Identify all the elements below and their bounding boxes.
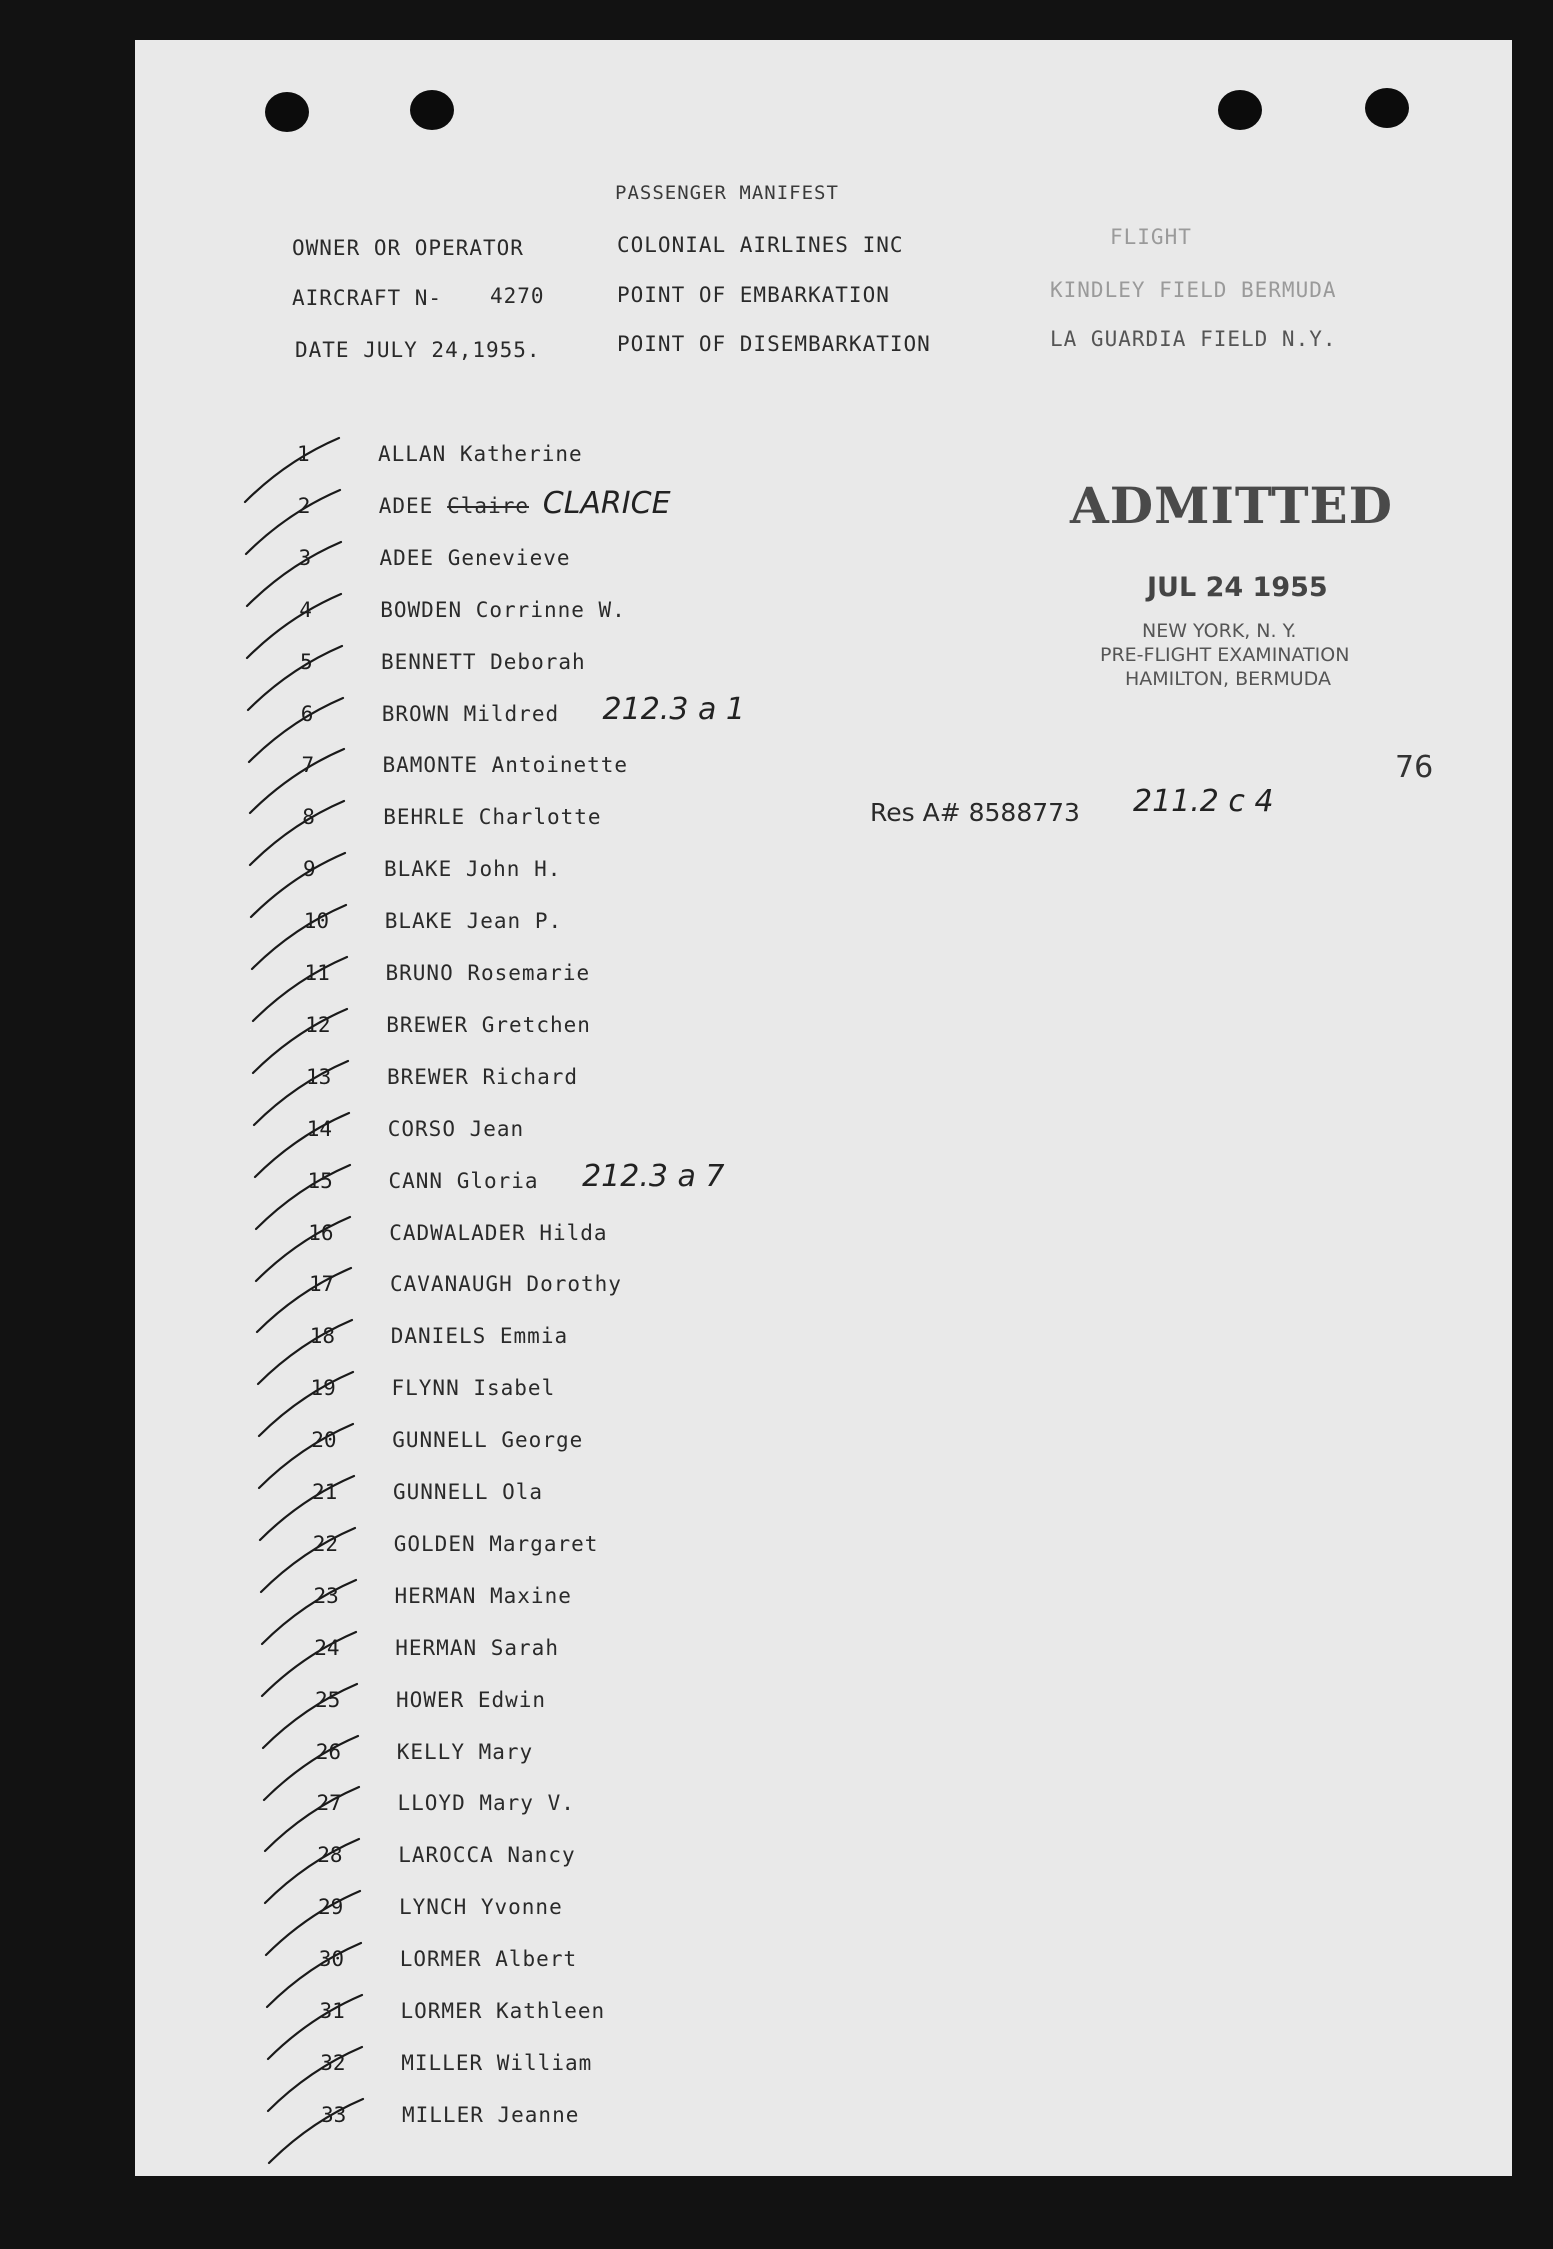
passenger-number: 14 [306, 1116, 333, 1141]
passenger-number: 9 [303, 857, 316, 882]
passenger-number: 21 [312, 1480, 338, 1504]
passenger-number: 26 [315, 1739, 342, 1764]
passenger-number: 30 [318, 1947, 345, 1972]
passenger-name: BLAKE John H. [384, 857, 562, 882]
passenger-name: CAVANAUGH Dorothy [390, 1272, 622, 1297]
embarkation-value: KINDLEY FIELD BERMUDA [1050, 278, 1337, 302]
passenger-number: 19 [310, 1376, 336, 1401]
passenger-number: 8 [302, 805, 315, 830]
passenger-number: 11 [304, 961, 330, 985]
passenger-name: BLAKE Jean P. [384, 909, 563, 934]
passenger-name: CADWALADER Hilda [389, 1220, 608, 1245]
manifest-title: PASSENGER MANIFEST [615, 182, 839, 204]
passenger-number: 17 [309, 1272, 335, 1297]
owner-value: COLONIAL AIRLINES INC [617, 233, 904, 257]
flight-label: FLIGHT [1110, 225, 1192, 249]
handwritten-note: 212.3 a 1 [602, 691, 745, 727]
passenger-name: BRUNO Rosemarie [385, 961, 591, 985]
disembarkation-value: LA GUARDIA FIELD N.Y. [1050, 327, 1337, 351]
punch-hole [1365, 88, 1409, 128]
passenger-name: ADEE [378, 493, 434, 518]
passenger-name: HERMAN Sarah [395, 1635, 559, 1660]
passenger-number: 18 [309, 1324, 336, 1349]
passenger-name: LAROCCA Nancy [398, 1843, 576, 1868]
passenger-name: BENNETT Deborah [381, 649, 586, 674]
punch-hole [410, 90, 454, 130]
passenger-name: BOWDEN Corrinne W. [380, 597, 626, 622]
passenger-number: 20 [311, 1428, 337, 1453]
admitted-stamp: ADMITTED [1070, 476, 1393, 535]
passenger-number: 15 [307, 1168, 333, 1193]
passenger-number: 6 [300, 701, 314, 726]
passenger-number: 25 [315, 1687, 341, 1712]
passenger-number: 27 [316, 1791, 342, 1816]
passenger-name: LORMER Albert [399, 1947, 578, 1972]
passenger-name: LLOYD Mary V. [397, 1791, 575, 1816]
stamp-place: HAMILTON, BERMUDA [1125, 668, 1331, 690]
reservation-handwritten-note: 211.2 c 4 [1133, 784, 1274, 819]
passenger-name: GUNNELL George [392, 1428, 584, 1453]
passenger-name: BROWN Mildred [381, 701, 560, 726]
passenger-name: BAMONTE Antoinette [382, 753, 629, 778]
aircraft-label: AIRCRAFT N- [292, 286, 443, 310]
struck-name: Claire [447, 493, 529, 518]
checkmark-icon [261, 2093, 371, 2173]
passenger-number: 10 [303, 909, 330, 934]
passenger-name: CANN Gloria [388, 1168, 539, 1193]
embarkation-label: POINT OF EMBARKATION [617, 283, 890, 307]
aircraft-number: 4270 [490, 284, 545, 308]
disembarkation-label: POINT OF DISEMBARKATION [617, 332, 931, 356]
passenger-number: 31 [319, 1999, 345, 2023]
passenger-name: HOWER Edwin [396, 1687, 547, 1712]
owner-label: OWNER OR OPERATOR [292, 236, 524, 260]
passenger-number: 5 [300, 649, 313, 674]
passenger-number: 22 [312, 1531, 339, 1556]
passenger-name: LYNCH Yvonne [399, 1895, 563, 1920]
date-label: DATE JULY 24,1955. [295, 338, 541, 362]
passenger-number: 16 [308, 1220, 334, 1245]
passenger-number: 4 [299, 597, 312, 622]
stamp-date: JUL 24 1955 [1147, 572, 1328, 603]
passenger-name: BREWER Gretchen [386, 1012, 591, 1037]
passenger-name: BEHRLE Charlotte [383, 805, 602, 830]
passenger-number: 28 [317, 1843, 343, 1868]
passenger-number: 7 [301, 753, 315, 778]
passenger-name: HERMAN Maxine [394, 1583, 572, 1608]
passenger-name: MILLER William [401, 2050, 593, 2075]
passenger-number: 24 [314, 1635, 340, 1660]
passenger-name: BREWER Richard [387, 1064, 579, 1089]
passenger-number: 33 [321, 2102, 347, 2127]
passenger-name: DANIELS Emmia [390, 1324, 569, 1349]
passenger-name: MILLER Jeanne [402, 2102, 580, 2127]
stamp-city: NEW YORK, N. Y. [1142, 620, 1297, 642]
passenger-number: 32 [320, 2050, 346, 2075]
passenger-name: CORSO Jean [387, 1116, 525, 1141]
passenger-name: ALLAN Katherine [378, 442, 583, 466]
passenger-name: ADEE Genevieve [379, 545, 571, 570]
passenger-name: GOLDEN Margaret [393, 1531, 599, 1556]
manifest-page [135, 40, 1512, 2176]
passenger-name: FLYNN Isabel [391, 1376, 556, 1401]
passenger-number: 13 [306, 1064, 332, 1089]
passenger-name: LORMER Kathleen [400, 1999, 606, 2023]
passenger-number: 3 [298, 545, 312, 570]
reservation-number: Res A# 8588773 [870, 798, 1080, 827]
stamp-exam: PRE-FLIGHT EXAMINATION [1100, 644, 1350, 666]
passenger-number: 29 [318, 1895, 344, 1920]
passenger-name: GUNNELL Ola [393, 1480, 544, 1504]
handwritten-note: 212.3 a 7 [582, 1158, 725, 1194]
punch-hole [265, 92, 309, 132]
passenger-number: 23 [313, 1583, 339, 1608]
handwritten-correction: CLARICE [542, 485, 671, 521]
passenger-name: KELLY Mary [396, 1739, 534, 1764]
page-number: 76 [1395, 750, 1434, 785]
punch-hole [1218, 90, 1262, 130]
passenger-number: 2 [297, 493, 311, 518]
passenger-number: 12 [305, 1012, 331, 1037]
passenger-number: 1 [297, 442, 310, 466]
